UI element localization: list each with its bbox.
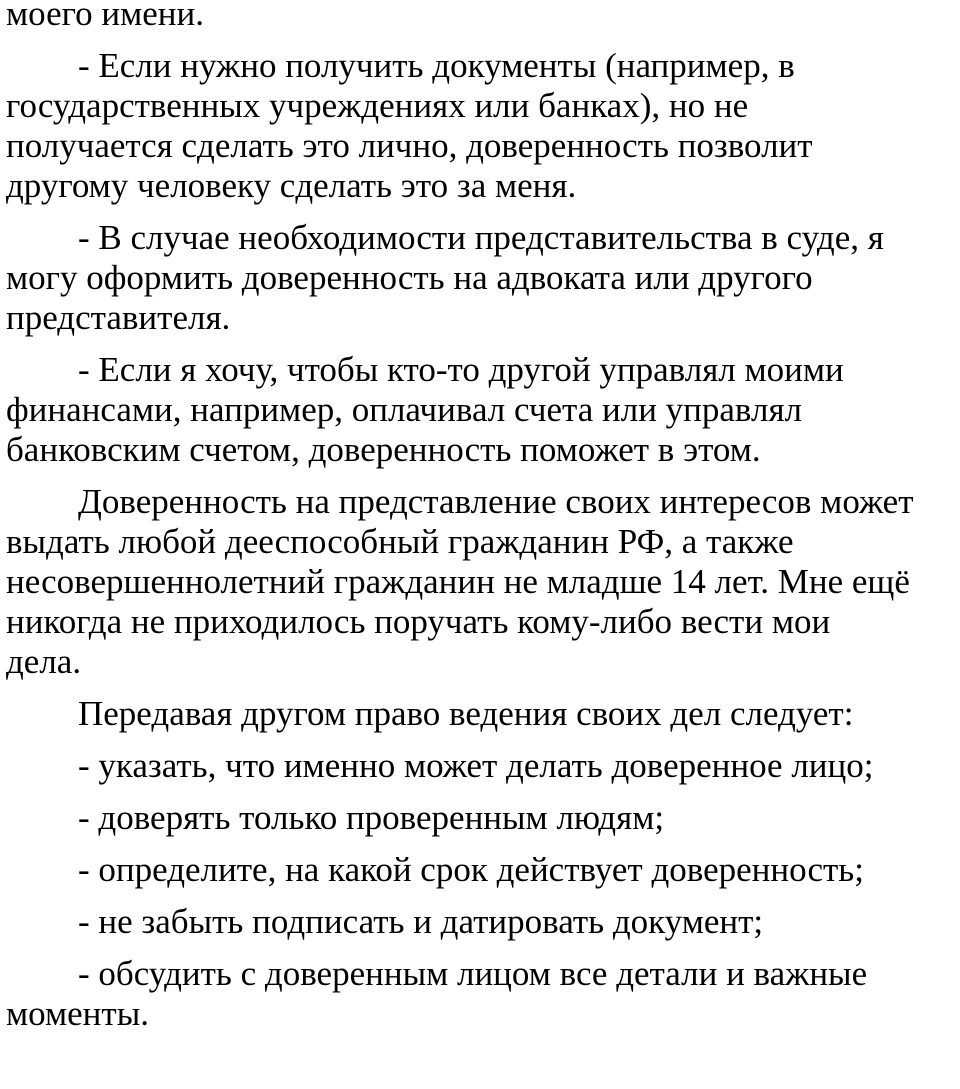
text-line: - указать, что именно может делать доверенное лицо; xyxy=(78,746,874,785)
text-line: никогда не приходилось поручать кому-либо вести мои xyxy=(6,602,831,641)
text-line: - определите, на какой срок действует доверенность; xyxy=(78,850,864,889)
text-line: Передавая другом право ведения своих дел следует: xyxy=(78,694,854,733)
text-line: банковским счетом, доверенность поможет в этом. xyxy=(6,430,761,469)
text-line: - обсудить с доверенным лицом все детали и важные xyxy=(78,954,868,993)
text-line: - Если нужно получить документы (например, в xyxy=(78,46,795,85)
list-item-1 xyxy=(0,746,960,786)
text-line: - Если я хочу, чтобы кто-то другой управлял моими xyxy=(78,350,844,389)
list-item-3 xyxy=(0,850,960,890)
list-item-2 xyxy=(0,798,960,838)
text-line: финансами, например, оплачивал счета или управлял xyxy=(6,390,803,429)
paragraph-4 xyxy=(0,350,960,470)
paragraph-3 xyxy=(0,218,960,338)
text-line: дела. xyxy=(6,642,82,681)
text-line: получается сделать это лично, доверенность позволит xyxy=(6,126,813,165)
text-line: Доверенность на представление своих интересов может xyxy=(78,482,914,521)
paragraph-5 xyxy=(0,482,960,682)
paragraph-6 xyxy=(0,694,960,734)
text-line: несовершеннолетний гражданин не младше 14 лет. Мне ещё xyxy=(6,562,910,601)
text-line: государственных учреждениях или банках), но не xyxy=(6,86,749,125)
text-line: - доверять только проверенным людям; xyxy=(78,798,665,837)
list-item-5 xyxy=(0,954,960,1034)
text-line: - не забыть подписать и датировать документ; xyxy=(78,902,764,941)
text-line: представителя. xyxy=(6,298,231,337)
text-line: - В случае необходимости представительства в суде, я xyxy=(78,218,884,257)
list-item-4 xyxy=(0,902,960,942)
paragraph-1 xyxy=(0,0,960,34)
paragraph-2 xyxy=(0,46,960,206)
text-line: могу оформить доверенность на адвоката или другого xyxy=(6,258,813,297)
text-line: другому человеку сделать это за меня. xyxy=(6,166,577,205)
text-line: выдать любой дееспособный гражданин РФ, а также xyxy=(6,522,794,561)
text-line: моего имени. xyxy=(6,0,204,33)
text-line: моменты. xyxy=(6,994,149,1033)
